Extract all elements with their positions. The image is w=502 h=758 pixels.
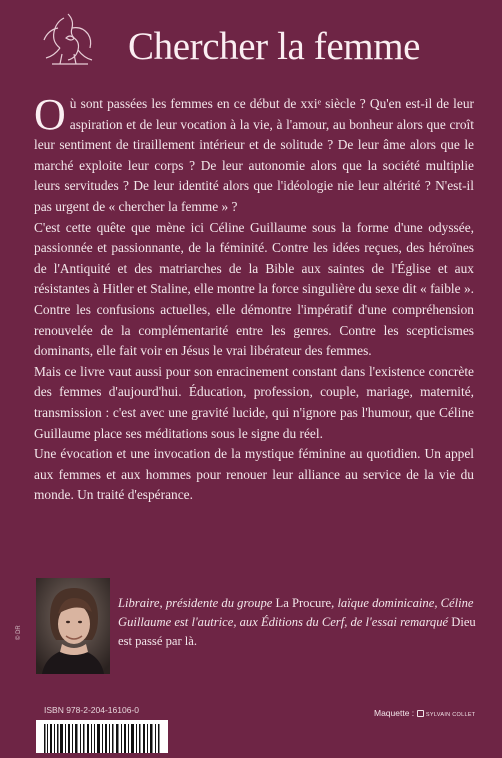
bio-group: La Procure [275, 596, 332, 610]
blurb-text [34, 90, 474, 506]
bio-part-2: , laïque dominicaine, Céline Guillaume est l'autrice, aux Éditions du Cerf, de l'essai remarqué [118, 596, 474, 629]
blurb-paragraph-3: Mais ce livre vaut aussi pour son enracinement constant dans l'existence concrète des femmes d'aujourd'hui. Éducation, profession, couple, mariage, maternité, transmission : c'est avec une gravité lucide, qui n'ignore pas l'humour, que Céline Guillaume place ses méditations sous le signe du réel. [34, 363, 474, 441]
blurb-paragraph-4: Une évocation et une invocation de la mystique féminine au quotidien. Un appel aux femmes et aux hommes pour renouer leur alliance au service de la vie du monde. Un traité d'espérance. [34, 446, 474, 503]
barcode-icon [36, 720, 168, 753]
author-photo [36, 578, 110, 674]
barcode [36, 720, 168, 753]
bio-essay: Dieu est passé par là. [118, 615, 476, 648]
blurb-paragraph-1-text: ù sont passées les femmes en ce début de xxiᵉ siècle ? Qu'en est-il de leur aspiration et de leur vocation à la vie, à l'amour, au bonheur alors que croît leur sentiment de tiraillement intérieur et de solitude ? De leur âme alors que le marché exploite leur corps ? De leur autonomie alors que la société multiplie leurs servitudes ? De leur identité alors que l'idéologie nie leur altérité ? N'est-il pas urgent de « chercher la femme » ? [34, 96, 474, 214]
isbn-text: ISBN 978-2-204-16106-0 [44, 705, 139, 715]
design-credit [374, 708, 475, 718]
blurb-paragraph-1 [34, 90, 474, 218]
book-title: Chercher la femme [128, 25, 421, 68]
bio-part-1: Libraire, présidente du groupe [118, 596, 276, 610]
author-bio [118, 594, 478, 651]
design-credit-label: Maquette : [374, 708, 415, 718]
design-credit-mark-icon [417, 710, 424, 717]
photo-credit: © DR [16, 625, 22, 640]
blurb-paragraph-2: C'est cette quête que mène ici Céline Guillaume sous la forme d'une odyssée, passionnée et passionnante, de la féminité. Contre les idées reçues, des héroïnes de l'Antiquité et des matriarches de la Bible aux saintes de l'Église et aux résistantes à Hitler et Staline, elle montre la force singulière du sexe dit « faible ». Contre les confusions actuelles, elle démontre l'impératif d'une compréhension renouvelée de la complémentarité entre les genres. Contre les scepticismes dominants, elle fait voir en Jésus le vrai libérateur des femmes. [34, 219, 474, 359]
author-portrait-icon [36, 578, 110, 674]
design-credit-name: SYLVAIN COLLET [425, 712, 476, 718]
publisher-logo-icon [38, 8, 102, 72]
drop-cap: O [34, 90, 66, 139]
